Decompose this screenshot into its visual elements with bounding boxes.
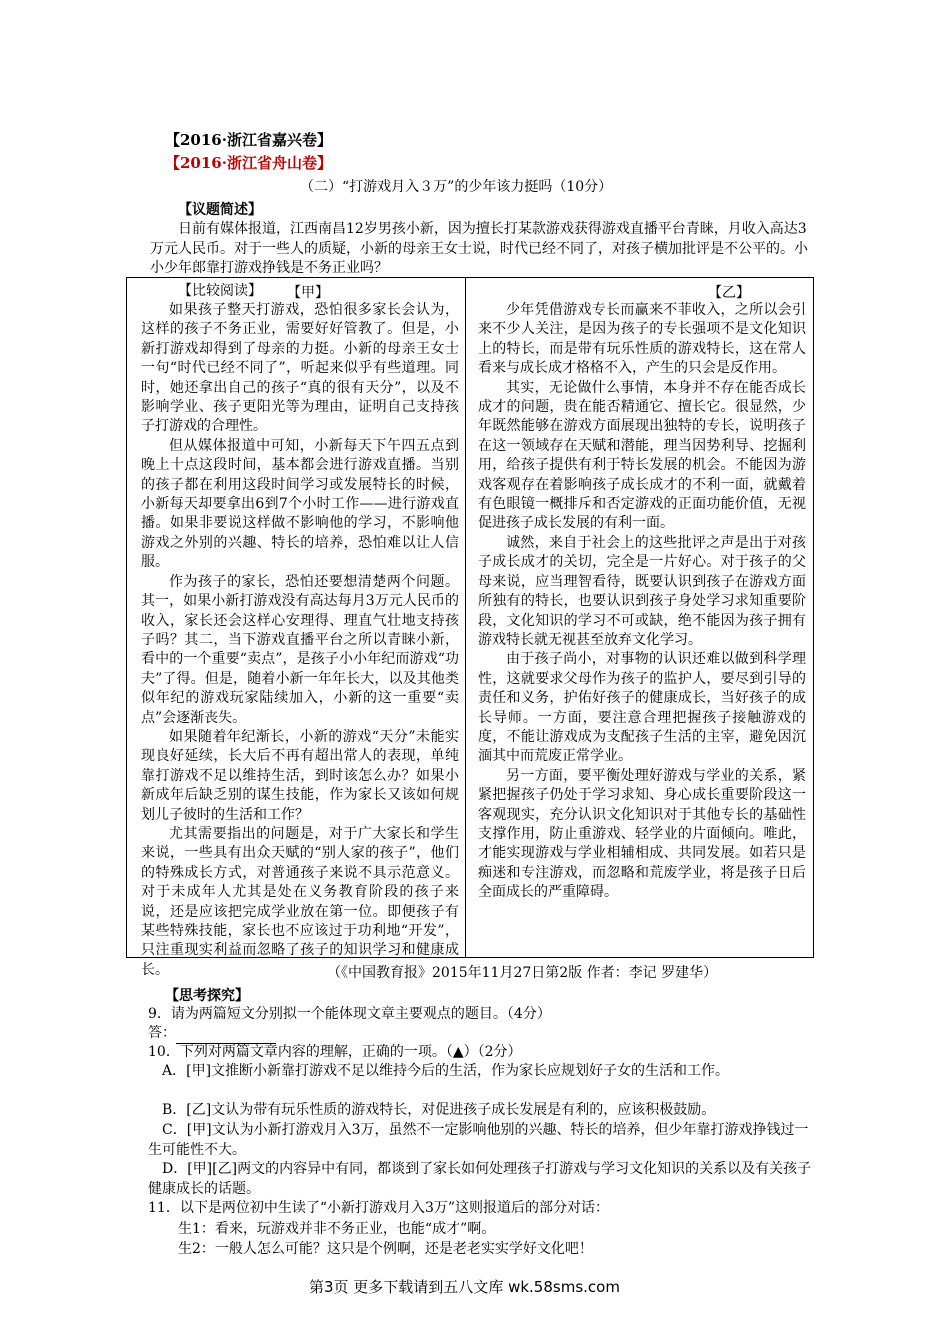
dialog-student-2: 生2：一般人怎么可能？这只是个例啊，还是老老实实学好文化吧！ — [178, 1241, 593, 1257]
option-d: D．[甲][乙]两文的内容异中有同，都谈到了家长如何处理孩子打游戏与学习文化知识的关系以及有关孩子健康成长的话题。 — [148, 1161, 812, 1197]
column-a-title: 【甲】 — [287, 285, 329, 301]
paragraph: 另一方面，要平衡处理好游戏与学业的关系，紧紧把握孩子仍处于学习求知、身心成长重要阶段这一客观现实，充分认识文化知识对于其他专长的基础性支撑作用，防止重游戏、轻学业的片面倾向。唯此，才能实现游戏与学业相辅相成、共同发展。如若只是痴迷和专注游戏，而忽略和荒废学业，将是孩子日后全面成长的严重障碍。 — [478, 767, 806, 901]
questions-heading: 【思考探究】 — [165, 988, 249, 1004]
paragraph: 作为孩子的家长，恐怕还要想清楚两个问题。其一，如果小新打游戏没有高达每月3万元人民币的收入，家长还会这样心安理得、理直气壮地支持孩子吗？其二，当下游戏直播平台之所以青睐小新，看中的一个重要“卖点”，是孩子小小年纪而游戏“功夫”了得。但是，随着小新一年年长大，以及其他类似年纪的游戏玩家陆续加入，小新的这一重要“卖点”会逐渐丧失。 — [141, 573, 459, 726]
page-footer: 第3页 更多下载请到五八文库 wk.58sms.com — [309, 1278, 620, 1296]
exam-source-jiaxing: 【2016·浙江省嘉兴卷】 — [165, 131, 332, 149]
compare-heading: 【比较阅读】 — [178, 283, 262, 299]
answer-line — [148, 1024, 818, 1044]
answer-label: 答： — [148, 1025, 176, 1041]
question-11: 11．以下是两位初中生读了“小新打游戏月入3万”这则报道后的部分对话： — [148, 1200, 610, 1216]
article-source: （《中国教育报》2015年11月27日第2版 作者：李记 罗建华） — [327, 965, 718, 981]
option-b: B．[乙]文认为带有玩乐性质的游戏特长，对促进孩子成长发展是有利的，应该积极鼓励。 — [162, 1102, 716, 1118]
question-9: 9．请为两篇短文分别拟一个能体现文章主要观点的题目。（4分） — [148, 1006, 551, 1022]
column-b-text — [478, 301, 806, 903]
paragraph: 诚然，来自于社会上的这些批评之声是出于对孩子成长成才的关切，完全是一片好心。对于孩子的父母来说，应当理智看待，既要认识到孩子在游戏方面所独有的特长，也要认识到孩子身处学习求知重要阶段，文化知识的学习不可或缺，绝不能因为孩子拥有游戏特长就无视甚至放弃文化学习。 — [478, 534, 806, 648]
paragraph: 但从媒体报道中可知，小新每天下午四五点到晚上十点这段时间，基本都会进行游戏直播。当别的孩子都在利用这段时间学习或发展特长的时候，小新每天却要拿出6到7个小时工作——进行游戏直播。如果非要说这样做不影响他的学习，不影响他游戏之外别的兴趣、特长的培养，恐怕难以让人信服。 — [141, 437, 459, 571]
topic-text: 日前有媒体报道，江西南昌12岁男孩小新，因为擅长打某款游戏获得游戏直播平台青睐，月收入高达3万元人民币。对于一些人的质疑，小新的母亲王女士说，时代已经不同了，对孩子横加批评是不公平的。小小少年郎靠打游戏挣钱是不务正业吗？ — [150, 221, 808, 276]
exam-source-zhoushan: 【2016·浙江省舟山卷】 — [165, 154, 332, 172]
paragraph: 如果随着年纪渐长，小新的游戏“天分”未能实现良好延续，长大后不再有超出常人的表现，单纯靠打游戏不足以维持生活，到时该怎么办？如果小新成年后缺乏别的谋生技能，作为家长又该如何规划儿子彼时的生活和工作？ — [141, 728, 459, 823]
column-divider — [465, 277, 466, 958]
paragraph: 其实，无论做什么事情，本身并不存在能否成长成才的问题，贵在能否精通它、擅长它。很显然，少年既然能够在游戏方面展现出独特的专长，说明孩子在这一领域存在天赋和潜能，理当因势利导、挖掘利用，给孩子提供有利于特长发展的机会。不能因为游戏客观存在着影响孩子成长成才的不利一面，就戴着有色眼镜一概排斥和否定游戏的正面功能价值，无视促进孩子成长发展的有利一面。 — [478, 379, 806, 532]
answer-blank — [176, 1028, 276, 1044]
topic-heading: 【议题简述】 — [178, 202, 262, 218]
column-a-text — [141, 301, 459, 980]
paragraph: 由于孩子尚小，对事物的认识还难以做到科学理性，这就要求父母作为孩子的监护人，要尽到引导的责任和义务，护佑好孩子的健康成长，当好孩子的成长导师。一方面，要注意合理把握孩子接触游戏的度，不能让游戏成为支配孩子生活的主宰，避免因沉湎其中而荒废正常学业。 — [478, 651, 806, 765]
paragraph: 尤其需要指出的问题是，对于广大家长和学生来说，一些具有出众天赋的“别人家的孩子”，他们的特殊成长方式，对普通孩子来说不具示范意义。对于未成年人尤其是处在义务教育阶段的孩子来说，还是应该把完成学业放在第一位。即便孩子有某些特殊技能，家长也不应该过于功利地“开发”，只注重现实利益而忽略了孩子的知识学习和健康成长。 — [141, 825, 459, 978]
option-c: C．[甲]文认为小新打游戏月入3万，虽然不一定影响他别的兴趣、特长的培养，但少年靠打游戏挣钱过一生可能性不大。 — [148, 1122, 809, 1158]
paragraph: 如果孩子整天打游戏，恐怕很多家长会认为，这样的孩子不务正业，需要好好管教了。但是，小新打游戏却得到了母亲的力挺。小新的母亲王女士一句“时代已经不同了”，听起来似乎有些道理。同时，她还拿出自己的孩子“真的很有天分”，以及不影响学业、孩子更阳光等为理由，证明自己支持孩子打游戏的合理性。 — [141, 302, 459, 435]
dialog-student-1: 生1：看来，玩游戏并非不务正业，也能“成才”啊。 — [178, 1221, 496, 1237]
paragraph: 少年凭借游戏专长而赢来不菲收入，之所以会引来不少人关注，是因为孩子的专长强项不是文化知识上的特长，而是带有玩乐性质的游戏特长，这在常人看来与成长成才格格不入，产生的只会是反作用。 — [478, 302, 806, 377]
section-subtitle: （二）“打游戏月入３万”的少年该力挺吗（10分） — [300, 179, 613, 195]
option-a: A．[甲]文推断小新靠打游戏不足以维持今后的生活，作为家长应规划好子女的生活和工作。 — [162, 1063, 730, 1079]
question-10: 10．下列对两篇文章内容的理解，正确的一项。（▲）（2分） — [148, 1044, 522, 1060]
column-b-title: 【乙】 — [708, 285, 750, 301]
